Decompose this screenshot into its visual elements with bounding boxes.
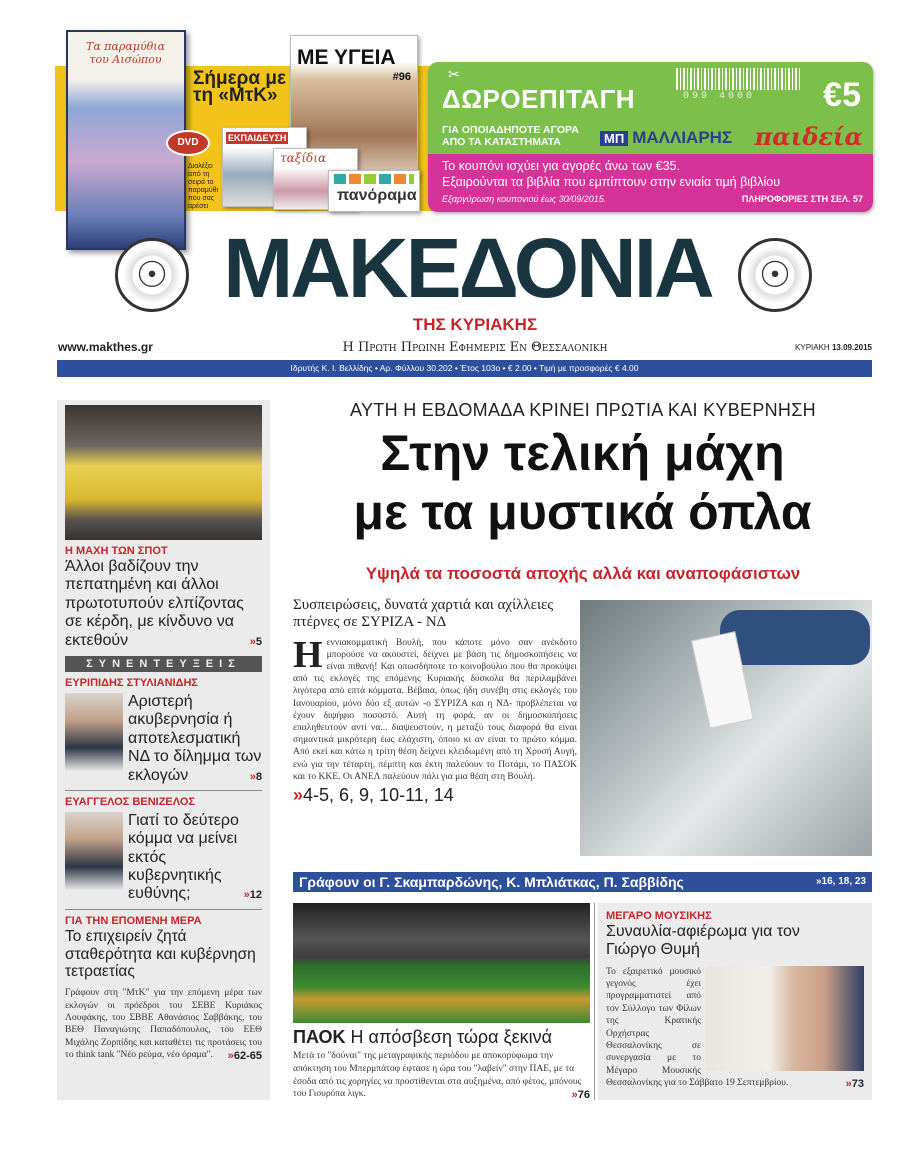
next-day-kicker: ΓΙΑ ΤΗΝ ΕΠΟΜΕΝΗ ΜΕΡΑ: [65, 914, 202, 927]
coupon-subtitle-1: ΓΙΑ ΟΠΟΙΑΔΗΠΟΤΕ ΑΓΟΡΑ: [442, 124, 579, 136]
issue-day: ΚΥΡΙΑΚΗ: [795, 343, 830, 352]
article-body: [293, 633, 577, 783]
page-ref: 5: [255, 635, 262, 648]
malliaris-name: ΜΑΛΛΙΑΡΗΣ: [632, 128, 733, 147]
page-ref: 12: [249, 889, 262, 902]
interview-headline: Αριστερή ακυβερνησία ή αποτελεσματική ΝΔ το δίλημμα των εκλογών: [128, 692, 262, 784]
hand: [720, 610, 870, 665]
stylianidis-photo: [65, 693, 123, 771]
coupon-info: ΠΛΗΡΟΦΟΡΙΕΣ ΣΤΗ ΣΕΛ. 57: [741, 194, 863, 204]
paok-body: [293, 1050, 590, 1101]
page-ref-icon: »: [227, 1050, 234, 1063]
alexander-medallion-icon: ☉: [115, 238, 189, 312]
lead-headline[interactable]: [290, 424, 875, 542]
interviewee-name: ΕΥΡΙΠΙΔΗΣ ΣΤΥΛΙΑΝΙΔΗΣ: [65, 676, 199, 689]
malliaris-mark: ΜΠ: [600, 131, 628, 146]
page-ref-icon: »: [243, 889, 250, 902]
page-ref-icon: »: [249, 635, 256, 648]
page-ref-block[interactable]: [244, 889, 262, 901]
coupon-subtitle: [442, 124, 579, 148]
barcode-icon: [676, 68, 801, 90]
dvd-title: Τα παραμύθια του Αισώπου: [85, 40, 165, 66]
interviews-section-label: ΣΥΝΕΝΤΕΥΞΕΙΣ: [65, 656, 262, 672]
coupon-terms-1: Το κουπόνι ισχύει για αγορές άνω των €35.: [442, 159, 680, 173]
article-title[interactable]: Συσπειρώσεις, δυνατά χαρτιά και αχίλλειες πτέρνες σε ΣΥΡΙΖΑ - ΝΔ: [293, 597, 554, 631]
headline-line-1: Στην τελική μάχη: [380, 425, 785, 481]
issue-date-value: 13.09.2015: [831, 343, 872, 352]
page-ref-icon: »: [293, 784, 304, 805]
megaro-body-block: [606, 966, 864, 1089]
page-ref: 8: [255, 770, 262, 783]
magazine-title: ΜΕ ΥΓΕΙΑ: [297, 46, 396, 69]
paok-text: Μετά το "δούναι" της μεταγραφικής περιόδου με αποκορύφωμα την απόκτηση του Μπερμπάτοφ έφτασε η ώρα του "λαβείν" στην ΠΑΕ, με τα έσοδα από τις χορηγίες να προστίθενται στα αυξημένα, από φέτος, μπόνους του Γιουρόπα λιγκ.: [293, 1051, 582, 1100]
coupon-validity: Εξαργύρωση κουπονιού έως 30/09/2015.: [442, 194, 607, 204]
paok-headline[interactable]: [293, 1027, 552, 1048]
dvd-badge: DVD: [166, 130, 210, 156]
thymis-photo[interactable]: [706, 966, 864, 1071]
gift-coupon[interactable]: [428, 62, 873, 212]
coupon-title: ΔΩΡΟΕΠΙΤΑΓΗ: [442, 84, 636, 114]
page-ref-block[interactable]: [250, 771, 262, 783]
paideia-logo: παιδεία: [754, 122, 863, 151]
paok-stadium-photo[interactable]: [293, 903, 590, 1023]
paok-label: ΠΑΟΚ: [293, 1027, 346, 1047]
page-ref: 73: [851, 1077, 864, 1090]
writers-page-refs[interactable]: [816, 872, 866, 892]
panorama-icons: [334, 174, 414, 184]
interview-headline: Γιατί το δεύτερο κόμμα να μείνει εκτός κυβερνητικής ευθύνης;: [128, 811, 239, 903]
headline-line-2: με τα μυστικά όπλα: [353, 484, 812, 540]
paok-title: Η απόσβεση τώρα ξεκινά: [350, 1027, 553, 1047]
next-day-headline: Το επιχειρείν ζητά σταθερότητα και κυβέρνηση τετραετίας: [65, 927, 256, 981]
megaro-headline: Συναυλία-αφιέρωμα για τον Γιώργο Θυμή: [606, 923, 800, 959]
alexander-medallion-icon: ☉: [738, 238, 812, 312]
magazine-panorama[interactable]: [328, 170, 420, 212]
issue-info-bar: Ιδρυτής Κ. Ι. Βελλίδης • Αρ. Φύλλου 30.202 • Έτος 103ο • € 2.00 • Τιμή με προσφορές € 4.00: [57, 360, 872, 377]
coupon-price: €5: [823, 76, 861, 114]
writers-bar: [293, 872, 872, 892]
page-ref-block[interactable]: [572, 1089, 590, 1101]
magazine-title: ΕΚΠΑΙΔΕΥΣΗ: [228, 133, 287, 143]
spot-headline: Άλλοι βαδίζουν την πεπατημένη και άλλοι πρωτοτυπούν ελπίζοντας σε κέρδη, με κίνδυνο να εκτεθούν: [65, 558, 244, 649]
magazine-title: πανόραμα: [337, 187, 417, 204]
issue-date: [740, 343, 872, 352]
megaro-body: Το εξαιρετικό μουσικό γεγονός έχει προγραμματιστεί από τον Σύλλογο των Φίλων της Κρατικής Ορχήστρας Θεσσαλονίκης σε συνεργασία με το Μέγαρο Μουσικής Θεσσαλονίκης για το Σάββατο 19 Σεπτεμβρίου.: [606, 966, 789, 1088]
megaro-kicker: ΜΕΓΑΡΟ ΜΟΥΣΙΚΗΣ: [606, 910, 712, 922]
interview-venizelos[interactable]: [65, 796, 262, 904]
newspaper-title: ΜΑΚΕΔΟΝΙΑ: [223, 221, 712, 315]
coupon-subtitle-2: ΑΠΟ ΤΑ ΚΑΤΑΣΤΗΜΑΤΑ: [442, 136, 561, 149]
lead-article: [293, 597, 577, 805]
lead-subhead: Υψηλά τα ποσοστά αποχής αλλά και αναποφάσιστων: [365, 564, 801, 583]
page-ref-icon: »: [815, 876, 822, 887]
malliaris-logo: [600, 128, 732, 148]
interview-headline-block: [128, 812, 262, 904]
page-ref-block[interactable]: [846, 1078, 864, 1090]
dvd-note: Διαλέξει από τη σειρά το παραμύθι που σας αρέσει: [188, 163, 219, 211]
interviewee-name: ΕΥΑΓΓΕΛΟΣ ΒΕΝΙΖΕΛΟΣ: [65, 795, 195, 808]
scissors-icon: ✂: [448, 66, 460, 82]
divider: [65, 790, 262, 791]
writers-text: Γράφουν οι Γ. Σκαμπαρδώνης, Κ. Μπλιάτκας, Π. Σαββίδης: [299, 874, 684, 890]
page-ref: 76: [577, 1089, 590, 1102]
spot-headline-block: [65, 558, 262, 650]
sidebar-column: [65, 545, 262, 1062]
page-ref-icon: »: [845, 1077, 852, 1090]
newspaper-subtitle: ΤΗΣ ΚΥΡΙΑΚΗΣ: [412, 315, 538, 334]
next-day-body-block: [65, 987, 262, 1061]
spot-kicker: Η ΜΑΧΗ ΤΩΝ ΣΠΟΤ: [65, 545, 168, 557]
page-ref-icon: »: [571, 1089, 578, 1102]
coupon-terms: [442, 158, 780, 191]
venizelos-photo: [65, 812, 123, 890]
interview-stylianidis[interactable]: [65, 677, 262, 785]
lead-kicker: ΑΥΤΗ Η ΕΒΔΟΜΑΔΑ ΚΡΙΝΕΙ ΠΡΩΤΙΑ ΚΑΙ ΚΥΒΕΡΝΗΣΗ: [350, 400, 816, 420]
coupon-terms-2: Εξαιρούνται τα βιβλία που εμπίπτουν στην ενιαία τιμή βιβλίου: [442, 175, 781, 190]
page-ref: 62-65: [233, 1050, 262, 1063]
page-ref-block[interactable]: [250, 636, 262, 648]
next-day-story[interactable]: [65, 915, 262, 1062]
page-ref-icon: »: [249, 770, 256, 783]
spot-story[interactable]: [65, 545, 262, 650]
interview-headline-block: [128, 693, 262, 785]
divider: [65, 909, 262, 910]
article-page-refs[interactable]: [293, 785, 577, 805]
page-ref: 4-5, 6, 9, 10-11, 14: [303, 784, 454, 805]
website-link[interactable]: www.makthes.gr: [58, 340, 153, 354]
magazine-issue: #96: [392, 71, 411, 83]
spot-photo[interactable]: [65, 405, 262, 540]
dropcap: Η: [293, 633, 323, 676]
page-ref: 16, 18, 23: [821, 876, 866, 887]
today-with-mtk-label: Σήμερα με τη «ΜτΚ»: [193, 68, 287, 106]
ballot-box-photo[interactable]: [580, 600, 872, 856]
magazine-title: ταξίδια: [280, 151, 327, 165]
megaro-story[interactable]: [598, 903, 872, 1100]
barcode-number: 099 4000: [683, 91, 756, 102]
page-ref-block[interactable]: [228, 1050, 262, 1062]
article-text: εννιακομματική Βουλή, που κάποτε μόνο σαν ανέκδοτο μπορούσε να ακουστεί, δείχνει με βάση τις δημοσκοπήσεις να είναι πιθανή! Και οπωσδήποτε το κοινοβούλιο που θα προκύψει από τις εκλογές της επόμενης Κυριακής δύσκολα θα περιλαμβάνει λιγότερα από επτά κόμματα. Βέβαια, όπως ήδη συνέβη στις εκλογές του Ιανουαρίου, μόνο δύο εξ αυτών -ο ΣΥΡΙΖΑ και η ΝΔ- προβλέπεται να έχουν διψήφιο ποσοστό. Αυτή τη φορά, αν οι δημοσκοπήσεις επαληθευτούν αντί να... διαψευστούν, η μεταξύ τους διαφορά θα είναι σημαντικά μικρότερη έως ελάχιστη, όποιο κι αν είναι το πρώτο κόμμα. Από εκεί και κάτω η τρίτη θέση δείχνει κλειδωμένη από τη Χρυσή Αυγή, ενώ για την τέταρτη, πέμπτη και έκτη παλεύουν το Ποτάμι, το ΠΑΣΟΚ και το ΚΚΕ. Οι ΑΝΕΛ παλεύουν πάλι για μια θέση στη Βουλή.: [293, 637, 577, 782]
next-day-body: Γράφουν στη "ΜτΚ" για την επόμενη μέρα των εκλογών οι πρόεδροι του ΣΕΒΕ Κυριάκος Λουφάκης, του ΣΒΒΕ Αθανάσιος Σαββάκης, του ΒΕΘ Παναγιώτης Παπαδόπουλος, του ΕΕΘ Μιχάλης Ζορπίδης και καταθέτει τις προτάσεις του το think tank "Νέο ρεύμα, νέο όραμα".: [65, 988, 262, 1061]
tagline: Η Πρωτη Πρωινη Εφημερις Εν Θεσσαλονικη: [342, 340, 608, 355]
divider: [594, 903, 595, 1100]
